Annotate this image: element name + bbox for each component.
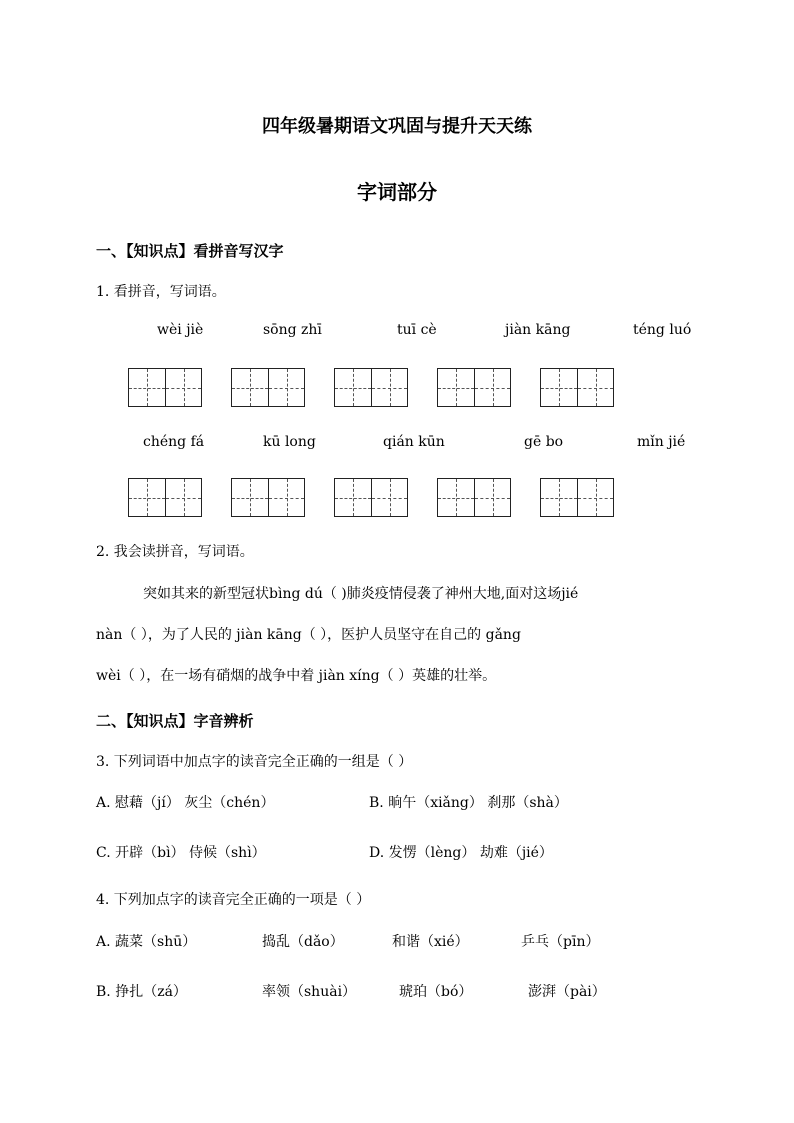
q4-option-a-item: A. 蔬菜（shū） [96, 934, 197, 950]
writing-grid[interactable] [540, 478, 614, 517]
writing-grid[interactable] [231, 368, 305, 407]
q3-option-a: A. 慰藉（jí） 灰尘（chén） [96, 795, 275, 811]
writing-grid[interactable] [334, 368, 408, 407]
writing-grid[interactable] [540, 368, 614, 407]
question-2: 2. 我会读拼音，写词语。 [96, 544, 254, 560]
pinyin-label: chéng fá [143, 434, 205, 450]
writing-grid[interactable] [334, 478, 408, 517]
q3-option-b: B. 晌午（xiǎng） 刹那（shà） [369, 795, 568, 811]
writing-grid[interactable] [231, 478, 305, 517]
pinyin-label: tuī cè [397, 322, 437, 338]
q3-option-c: C. 开辟（bì） 侍候（shì） [96, 845, 266, 861]
q4-option-b-item: B. 挣扎（zá） [96, 984, 187, 1000]
pinyin-label: gē bo [524, 434, 564, 450]
q4-option-a-item: 捣乱（dǎo） [262, 934, 344, 950]
q2-passage-line-3: wèi（ ），在一场有硝烟的战争中着 jiàn xíng（ ）英雄的壮举。 [96, 668, 497, 684]
writing-grid[interactable] [437, 478, 511, 517]
section-heading-2: 二、【知识点】字音辨析 [96, 712, 254, 730]
page-title: 四年级暑期语文巩固与提升天天练 [262, 116, 532, 137]
q4-option-b-item: 琥珀（bó） [399, 984, 473, 1000]
writing-grid[interactable] [128, 478, 202, 517]
q2-passage-line-1: 突如其来的新型冠状bìng dú（ )肺炎疫情侵袭了神州大地,面对这场jié [143, 586, 579, 602]
q4-option-b-item: 澎湃（pài） [528, 984, 606, 1000]
pinyin-label: qián kūn [383, 434, 445, 450]
writing-grid[interactable] [437, 368, 511, 407]
pinyin-label: jiàn kāng [505, 322, 571, 338]
writing-grid[interactable] [128, 368, 202, 407]
pinyin-label: wèi jiè [157, 322, 204, 338]
question-3: 3. 下列词语中加点字的读音完全正确的一组是（ ） [96, 754, 413, 770]
q4-option-b-item: 率领（shuài） [262, 984, 357, 1000]
q2-passage-line-2: nàn（ ），为了人民的 jiàn kāng（ ），医护人员坚守在自己的 gǎng [96, 627, 521, 643]
pinyin-label: sōng zhī [263, 322, 322, 338]
pinyin-label: mǐn jié [637, 434, 686, 450]
pinyin-label: kū long [263, 434, 316, 450]
q4-option-a-item: 乒乓（pīn） [521, 934, 600, 950]
question-1: 1. 看拼音，写词语。 [96, 284, 226, 300]
section-heading-1: 一、【知识点】看拼音写汉字 [96, 242, 284, 260]
question-4: 4. 下列加点字的读音完全正确的一项是（ ） [96, 892, 371, 908]
page-subtitle: 字词部分 [357, 180, 437, 204]
q3-option-d: D. 发愣（lèng） 劫难（jié） [369, 845, 553, 861]
pinyin-label: téng luó [633, 322, 692, 338]
q4-option-a-item: 和谐（xié） [392, 934, 469, 950]
